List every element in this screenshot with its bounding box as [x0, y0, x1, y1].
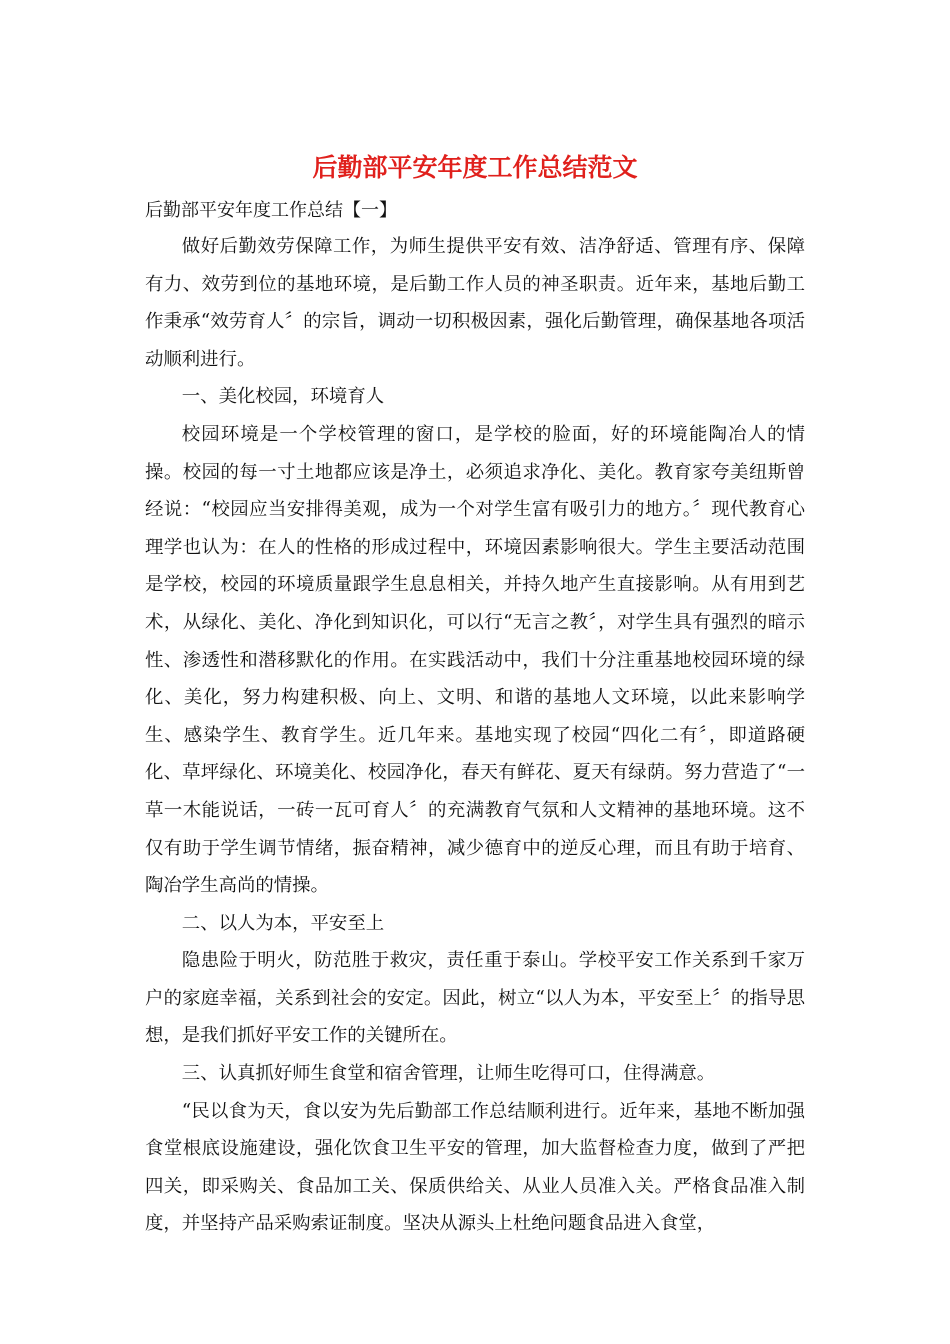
section-heading-2: 二、以人为本，平安至上: [181, 912, 385, 934]
section-heading-3: 三、认真抓好师生食堂和宿舍管理，让师生吃得可口，住得满意。: [181, 1063, 716, 1085]
paragraph-canteen: “民以食为天，食以安为先后勤部工作总结顺利进行。近年来，基地不断加强食堂根底设施建设，强化饮食卫生平安的管理，加大监督检查力度，做到了严把四关，即采购关、食品加工关、保质供给关、从业人员准入关。严格食品准入制度，并坚持产品采购索证制度。坚决从源头上杜绝问题食品进入食堂，: [145, 1100, 805, 1235]
document-title: 后勤部平安年度工作总结范文: [312, 153, 638, 182]
paragraph-environment: 校园环境是一个学校管理的窗口，是学校的脸面，好的环境能陶冶人的情操。校园的每一寸土地都应该是净土，必须追求净化、美化。教育家夸美纽斯曾经说：“校园应当安排得美观，成为一个对学生富有吸引力的地方。〞现代教育心理学也认为：在人的性格的形成过程中，环境因素影响很大。学生主要活动范围是学校，校园的环境质量跟学生息息相关，并持久地产生直接影响。从有用到艺术，从绿化、美化、净化到知识化，可以行“无言之教〞，对学生具有强烈的暗示性、渗透性和潜移默化的作用。在实践活动中，我们十分注重基地校园环境的绿化、美化，努力构建积极、向上、文明、和谐的基地人文环境，以此来影响学生、感染学生、教育学生。近几年来。基地实现了校园“四化二有〞，即道路硬化、草坪绿化、环境美化、校园净化，春天有鲜花、夏天有绿荫。努力营造了“一草一木能说话，一砖一瓦可育人〞的充满教育气氛和人文精神的基地环境。这不仅有助于学生调节情绪，振奋精神，减少德育中的逆反心理，而且有助于培育、陶冶学生高尚的情操。: [145, 423, 805, 897]
paragraph-intro: 做好后勤效劳保障工作，为师生提供平安有效、洁净舒适、管理有序、保障有力、效劳到位的基地环境，是后勤工作人员的神圣职责。近年来，基地后勤工作秉承“效劳育人〞的宗旨，调动一切积极因素，强化后勤管理，确保基地各项活动顺利进行。: [145, 236, 805, 370]
section-heading-1: 一、美化校园，环境育人: [181, 386, 385, 408]
section-subtitle: 后勤部平安年度工作总结【一】: [145, 200, 397, 221]
paragraph-safety: 隐患险于明火，防范胜于救灾，责任重于泰山。学校平安工作关系到千家万户的家庭幸福，关系到社会的安定。因此，树立“以人为本，平安至上〞的指导思想，是我们抓好平安工作的关键所在。: [145, 950, 805, 1047]
document-body: [145, 228, 805, 1243]
